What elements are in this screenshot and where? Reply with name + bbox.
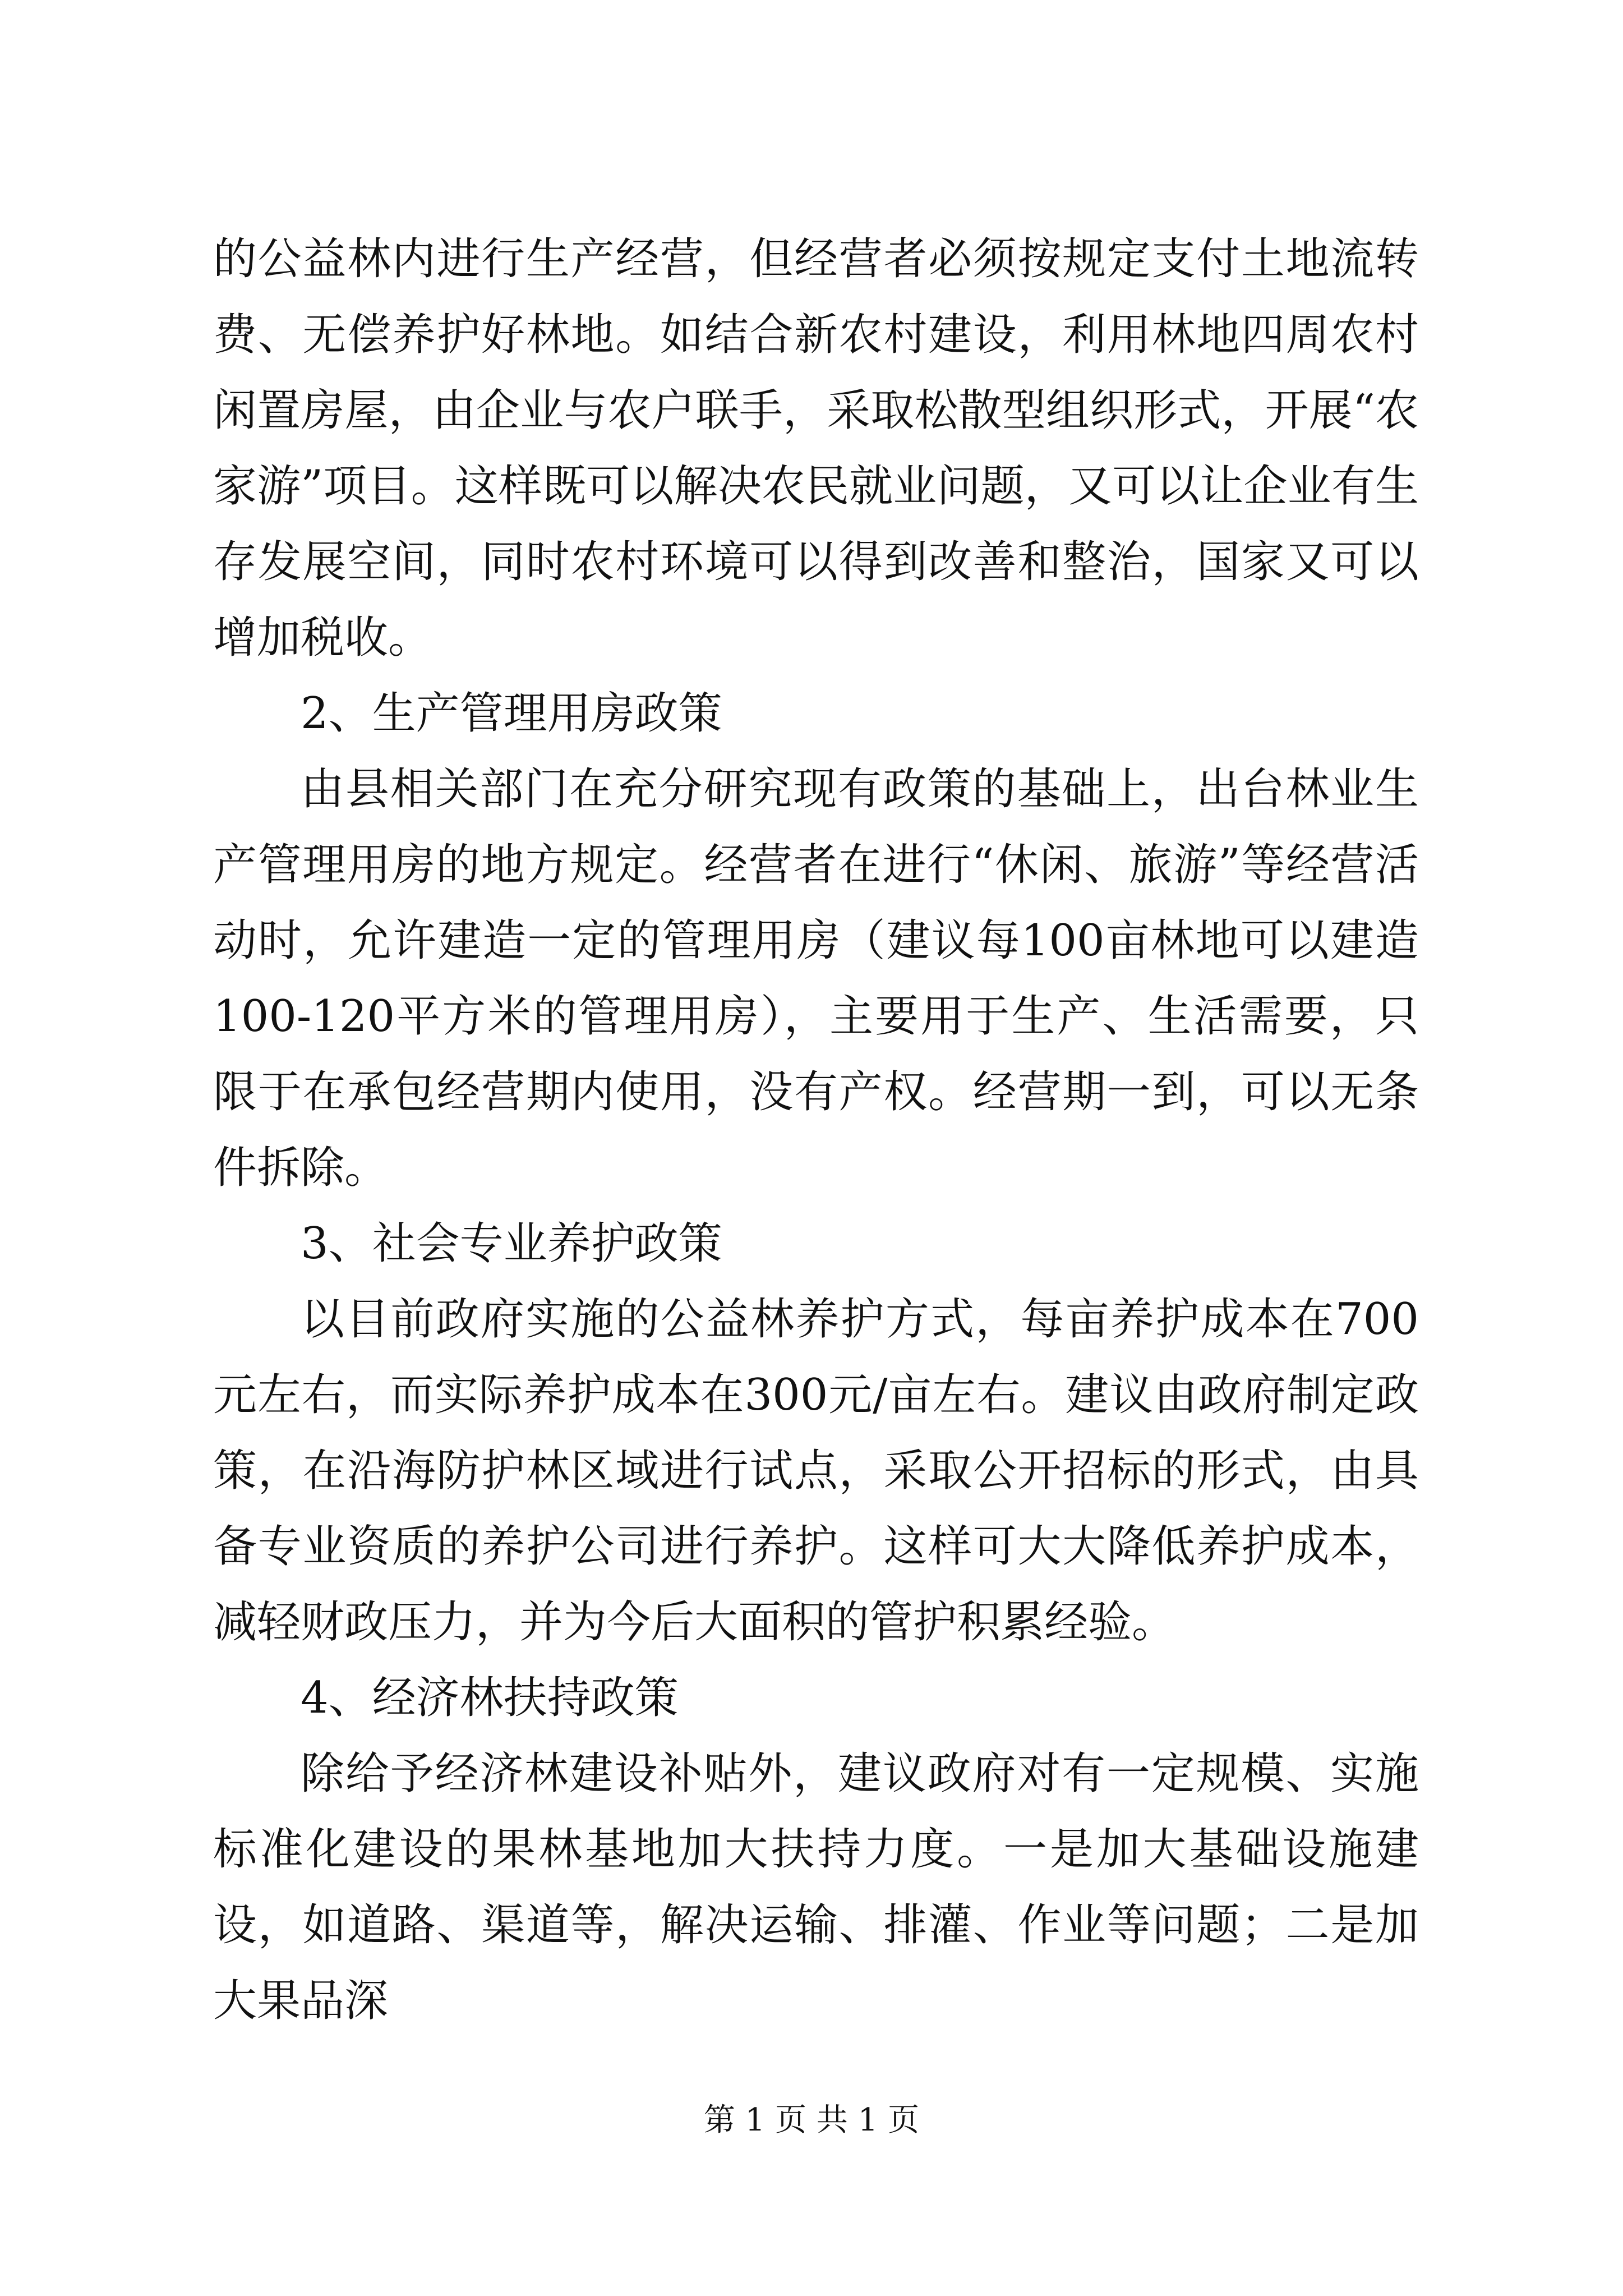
section-heading-housing-policy: 2、生产管理用房政策 — [301, 688, 722, 739]
section-heading-economic-forest-policy: 4、经济林扶持政策 — [301, 1673, 679, 1723]
paragraph-maintenance-policy: 以目前政府实施的公益林养护方式，每亩养护成本在700元左右，而实际养护成本在300元/亩左右。建议由政府制定政策，在沿海防护林区域进行试点，采取公开招标的形式，由具备专业资质的养护公司进行养护。这样可大大降低养护成本，减轻财政压力，并为今后大面积的管护积累经验。 — [213, 1294, 1419, 1648]
page-footer — [0, 2095, 1623, 2140]
paragraph-economic-forest-policy: 除给予经济林建设补贴外，建议政府对有一定规模、实施标准化建设的果林基地加大扶持力度。一是加大基础设施建设，如道路、渠道等，解决运输、排灌、作业等问题；二是加大果品深 — [213, 1749, 1419, 2026]
document-body — [213, 222, 1419, 2039]
paragraph-continuation: 的公益林内进行生产经营，但经营者必须按规定支付土地流转费、无偿养护好林地。如结合新农村建设，利用林地四周农村闲置房屋，由企业与农户联手，采取松散型组织形式，开展“农家游”项目。这样既可以解决农民就业问题，又可以让企业有生存发展空间，同时农村环境可以得到改善和整治，国家又可以增加税收。 — [213, 234, 1419, 663]
paragraph-housing-policy: 由县相关部门在充分研究现有政策的基础上，出台林业生产管理用房的地方规定。经营者在进行“休闲、旅游”等经营活动时，允许建造一定的管理用房（建议每100亩林地可以建造100-120平方米的管理用房），主要用于生产、生活需要，只限于在承包经营期内使用，没有产权。经营期一到，可以无条件拆除。 — [213, 764, 1419, 1193]
section-heading-maintenance-policy: 3、社会专业养护政策 — [301, 1218, 722, 1269]
page-number: 第 1 页 共 1 页 — [703, 2102, 920, 2138]
